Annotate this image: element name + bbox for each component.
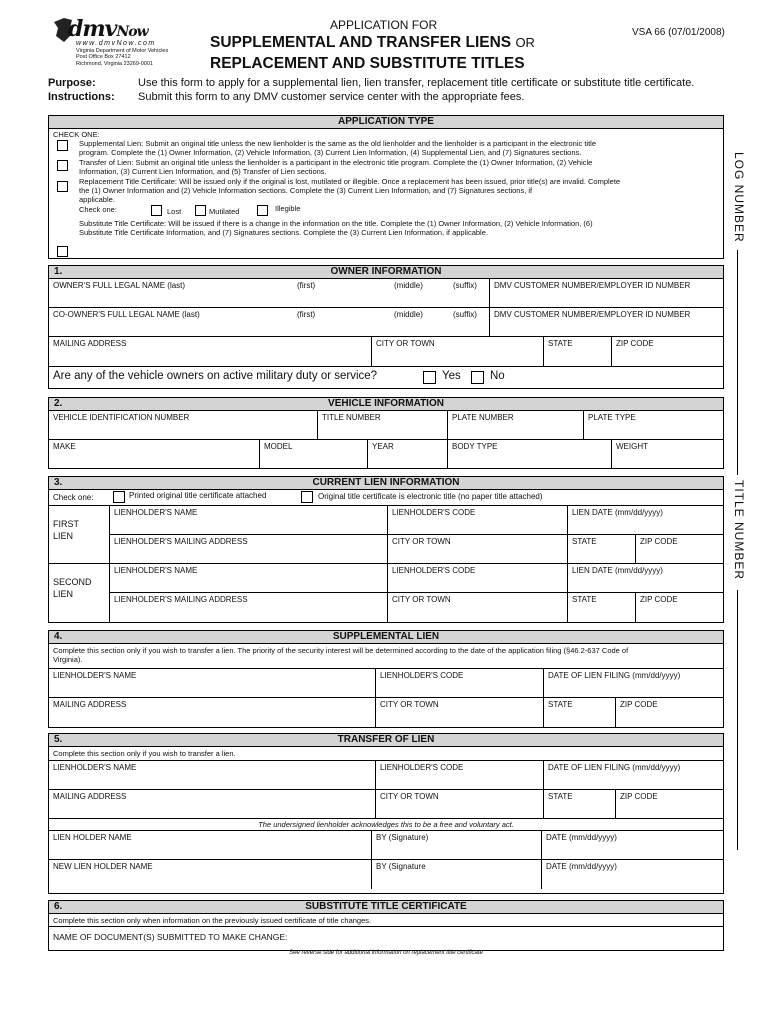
transfer-row-2 [49, 790, 723, 819]
transfer-note: Complete this section only if you wish to transfer a lien. [53, 749, 236, 758]
second-lien-state-field[interactable]: STATE [567, 593, 635, 622]
substitute-note: Complete this section only when information on the previously issued certificate of title changes. [53, 916, 372, 925]
supplemental-row-1 [49, 669, 723, 698]
supp-mailing-address-field[interactable]: MAILING ADDRESS [53, 700, 127, 709]
transfer-lienholder-name-field[interactable]: LIENHOLDER'S NAME [53, 763, 137, 772]
lien-holder-name-field[interactable]: LIEN HOLDER NAME [53, 833, 132, 842]
owner-address-row [49, 337, 723, 367]
new-lien-holder-name-field[interactable]: NEW LIEN HOLDER NAME [53, 862, 153, 871]
supplemental-lien-header: 4. SUPPLEMENTAL LIEN [49, 631, 723, 644]
first-lien-zip-field[interactable]: ZIP CODE [635, 535, 723, 563]
purpose-text: Use this form to apply for a supplemental lien, lien transfer, replacement title certificate or substitute title certificate. [138, 77, 695, 89]
mutilated-label: Mutilated [209, 207, 240, 216]
title-line-1: SUPPLEMENTAL AND TRANSFER LIENS OR [210, 34, 535, 51]
first-lienholder-mailing-field[interactable]: LIENHOLDER'S MAILING ADDRESS [109, 535, 387, 563]
plate-type-field[interactable]: PLATE TYPE [583, 411, 723, 439]
supp-city-field[interactable]: CITY OR TOWN [375, 698, 543, 727]
lost-checkbox[interactable] [151, 205, 162, 216]
transfer-filing-date-field[interactable]: DATE OF LIEN FILING (mm/dd/yyyy) [543, 761, 723, 789]
owner-city-field[interactable]: CITY OR TOWN [371, 337, 543, 366]
supplemental-note-row [49, 644, 723, 669]
transfer-lienholder-code-field[interactable]: LIENHOLDER'S CODE [375, 761, 543, 789]
new-lien-holder-date-field[interactable]: DATE (mm/dd/yyyy) [541, 860, 723, 889]
purpose-label: Purpose: [48, 77, 96, 89]
second-lien-date-field[interactable]: LIEN DATE (mm/dd/yyyy) [567, 564, 723, 592]
vehicle-row-1 [49, 411, 723, 440]
log-number-line [737, 250, 738, 475]
substitute-title-text: Substitute Title Certificate: Will be issued if there is a change in the information on the title. Complete the (1) Owner Information, (2) Vehicle Information, (6) Substitute Title Certificate Information, and (7) Signatures sections. Complete the (3) Current Lien Information, if applicable. [79, 219, 593, 237]
owner-information-section [48, 265, 724, 389]
replacement-title-text: Replacement Title Certificate: Will be issued only if the original is lost, mutilated or illegible. Once a replacement has been issued, prior title(s) are invalid. Complete the (1) Owner Information and (2) Vehicle Information sections. Complete the (3) Current Lien Information, and (7) Signatures sections, if applicable. [79, 177, 621, 204]
second-lienholder-name-field[interactable]: LIENHOLDER'S NAME [109, 564, 387, 592]
current-lien-section [48, 476, 724, 623]
substitute-title-header: 6. SUBSTITUTE TITLE CERTIFICATE [49, 901, 723, 914]
transfer-zip-field[interactable]: ZIP CODE [615, 790, 723, 818]
military-question: Are any of the vehicle owners on active military duty or service? Yes No [53, 370, 505, 382]
coowner-name-row [49, 308, 723, 337]
supp-filing-date-field[interactable]: DATE OF LIEN FILING (mm/dd/yyyy) [543, 669, 723, 697]
first-lien-state-field[interactable]: STATE [567, 535, 635, 563]
substitute-title-section [48, 900, 724, 951]
lien-holder-date-field[interactable]: DATE (mm/dd/yyyy) [541, 831, 723, 859]
first-lien-date-field[interactable]: LIEN DATE (mm/dd/yyyy) [567, 506, 723, 534]
replacement-reason-row [79, 205, 719, 218]
printed-title-label: Printed original title certificate attached [129, 491, 267, 500]
mutilated-checkbox[interactable] [195, 205, 206, 216]
owner-zip-field[interactable]: ZIP CODE [611, 337, 723, 366]
illegible-checkbox[interactable] [257, 205, 268, 216]
application-type-header: APPLICATION TYPE [49, 116, 723, 129]
body-type-field[interactable]: BODY TYPE [447, 440, 611, 468]
owner-name-field[interactable]: OWNER'S FULL LEGAL NAME (last) (first) (middle) (suffix) [53, 281, 477, 290]
supp-lienholder-name-field[interactable]: LIENHOLDER'S NAME [53, 671, 137, 680]
second-lienholder-code-field[interactable]: LIENHOLDER'S CODE [387, 564, 567, 592]
make-field[interactable]: MAKE [53, 442, 76, 451]
application-type-body [49, 129, 723, 238]
instructions-text: Submit this form to any DMV customer service center with the appropriate fees. [138, 91, 525, 103]
printed-title-checkbox[interactable] [113, 491, 125, 503]
current-lien-header: 3. CURRENT LIEN INFORMATION [49, 477, 723, 490]
title-number-label: TITLE NUMBER [732, 480, 746, 581]
vehicle-information-header: 2. VEHICLE INFORMATION [49, 398, 723, 411]
new-lien-holder-signature-field[interactable]: BY (Signature [371, 860, 541, 889]
military-yes-label: Yes [442, 370, 461, 382]
vehicle-information-section [48, 397, 724, 469]
transfer-of-lien-text: Transfer of Lien: Submit an original title unless the lienholder is a participant in the electronic title program. Complete the (1) Owner Information, (2) Vehicle Information, (3) Current Lien Information, and (5) Transfer of Lien sections. [79, 158, 593, 176]
weight-field[interactable]: WEIGHT [611, 440, 723, 468]
substitute-note-row [49, 914, 723, 927]
new-lienholder-signature-row [49, 860, 723, 889]
transfer-mailing-address-field[interactable]: MAILING ADDRESS [53, 792, 127, 801]
vehicle-row-2 [49, 440, 723, 468]
owner-state-field[interactable]: STATE [543, 337, 611, 366]
log-number-label: LOG NUMBER [732, 152, 746, 243]
second-lien-city-field[interactable]: CITY OR TOWN [387, 593, 567, 622]
substitute-docs-row [49, 927, 723, 950]
dmv-logo [50, 16, 220, 72]
title-number-line [737, 590, 738, 850]
logo-brand: dmvNow [68, 16, 148, 42]
instructions-label: Instructions: [48, 91, 115, 103]
transfer-note-row [49, 747, 723, 761]
second-lien-zip-field[interactable]: ZIP CODE [635, 593, 723, 622]
transfer-of-lien-section [48, 733, 724, 894]
logo-address: Virginia Department of Motor Vehicles Post Office Box 27412 Richmond, Virginia 23269-0001 [76, 48, 169, 67]
lost-label: Lost [167, 207, 182, 216]
first-lien-block [49, 506, 723, 564]
title-number-field[interactable]: TITLE NUMBER [317, 411, 447, 439]
second-lien-block [49, 564, 723, 622]
illegible-label: Illegible [275, 204, 301, 213]
title-attached-row [49, 490, 723, 506]
coowner-name-field[interactable]: CO-OWNER'S FULL LEGAL NAME (last) (first) (middle) (suffix) [53, 310, 477, 319]
lien-holder-signature-field[interactable]: BY (Signature) [371, 831, 541, 859]
logo-website: www.dmvNow.com [76, 40, 156, 47]
supplemental-note: Complete this section only if you wish to transfer a lien. The priority of the security interest will be determined according to the date of the application filing (§46.2-637 Code of Virginia). [53, 646, 629, 664]
owner-information-header: 1. OWNER INFORMATION [49, 266, 723, 279]
supplemental-lien-checkbox[interactable] [57, 140, 68, 151]
military-yes-checkbox[interactable] [423, 371, 436, 384]
first-lien-label: FIRST LIEN [53, 519, 79, 541]
supp-lienholder-code-field[interactable]: LIENHOLDER'S CODE [375, 669, 543, 697]
footer-note: See reverse side for additional information on replacement title certificate [289, 950, 483, 956]
owner-mailing-address-field[interactable]: MAILING ADDRESS [53, 339, 127, 348]
current-check-one-label: Check one: [53, 493, 94, 502]
supp-state-field[interactable]: STATE [543, 698, 615, 727]
year-field[interactable]: YEAR [367, 440, 447, 468]
owner-customer-number-field[interactable]: DMV CUSTOMER NUMBER/EMPLOYER ID NUMBER [489, 279, 723, 307]
supplemental-lien-text: Supplemental Lien: Submit an original title unless the new lienholder is the same as the old lienholder and the lienholder is a participant in the electronic title program. Complete the (1) Owner Information, (2) Vehicle Information, (3) Current Lien Information, (4) Supplemental Lien, and (7) Signatures sections. [79, 139, 596, 157]
acknowledgement-text: The undersigned lienholder acknowledges this to be a free and voluntary act. [258, 820, 514, 829]
military-no-checkbox[interactable] [471, 371, 484, 384]
application-type-section [48, 115, 724, 259]
plate-number-field[interactable]: PLATE NUMBER [447, 411, 583, 439]
lienholder-signature-row [49, 831, 723, 860]
coowner-customer-number-field[interactable]: DMV CUSTOMER NUMBER/EMPLOYER ID NUMBER [489, 308, 723, 336]
electronic-title-checkbox[interactable] [301, 491, 313, 503]
electronic-title-label: Original title certificate is electronic title (no paper title attached) [318, 492, 543, 501]
military-row [49, 367, 723, 388]
transfer-of-lien-header: 5. TRANSFER OF LIEN [49, 734, 723, 747]
check-one-label: CHECK ONE: [53, 130, 100, 139]
check-one-reason-label: Check one: [79, 205, 117, 214]
transfer-state-field[interactable]: STATE [543, 790, 615, 818]
supplemental-row-2 [49, 698, 723, 727]
transfer-row-1 [49, 761, 723, 790]
first-lienholder-code-field[interactable]: LIENHOLDER'S CODE [387, 506, 567, 534]
replacement-title-checkbox[interactable] [57, 181, 68, 192]
form-number: VSA 66 (07/01/2008) [632, 27, 725, 38]
supp-zip-field[interactable]: ZIP CODE [615, 698, 723, 727]
second-lienholder-mailing-field[interactable]: LIENHOLDER'S MAILING ADDRESS [109, 593, 387, 622]
transfer-city-field[interactable]: CITY OR TOWN [375, 790, 543, 818]
first-lien-city-field[interactable]: CITY OR TOWN [387, 535, 567, 563]
second-lien-label: SECOND LIEN [53, 577, 92, 599]
title-line-2: REPLACEMENT AND SUBSTITUTE TITLES [210, 55, 525, 72]
first-lienholder-name-field[interactable]: LIENHOLDER'S NAME [109, 506, 387, 534]
acknowledgement-row [49, 819, 723, 831]
title-application-for: APPLICATION FOR [330, 18, 438, 32]
model-field[interactable]: MODEL [259, 440, 367, 468]
documents-submitted-field[interactable]: NAME OF DOCUMENT(S) SUBMITTED TO MAKE CHANGE: [53, 932, 288, 942]
owner-name-row [49, 279, 723, 308]
military-no-label: No [490, 370, 505, 382]
substitute-title-checkbox[interactable] [57, 246, 68, 257]
transfer-of-lien-checkbox[interactable] [57, 160, 68, 171]
supplemental-lien-section [48, 630, 724, 728]
vin-field[interactable]: VEHICLE IDENTIFICATION NUMBER [53, 413, 190, 422]
